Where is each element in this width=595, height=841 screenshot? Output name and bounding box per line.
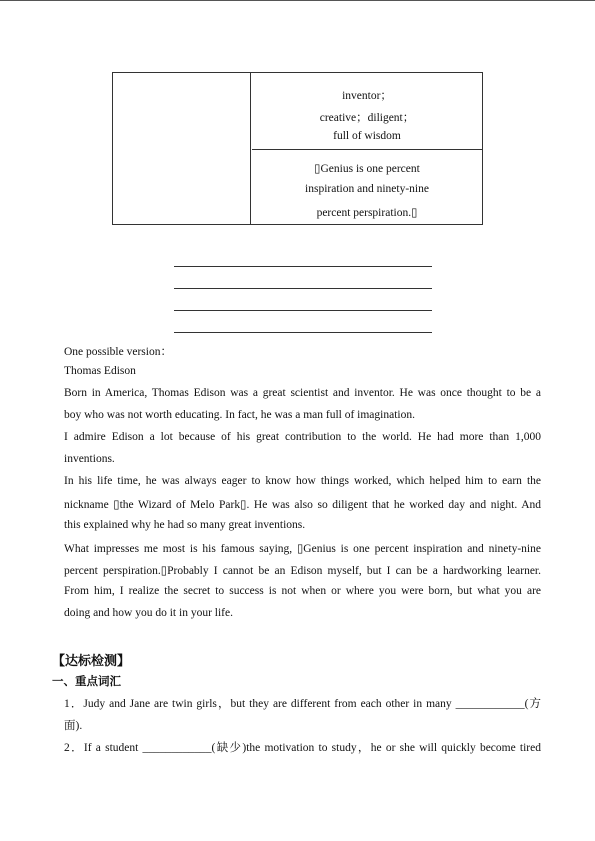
quote-line: ▯Genius is one percent bbox=[314, 163, 420, 175]
essay-line: nickname ▯the Wizard of Melo Park▯. He was also so diligent that he worked day and night. And bbox=[64, 499, 541, 511]
answer-blank-line[interactable] bbox=[174, 266, 432, 267]
quote-line: percent perspiration.▯ bbox=[316, 207, 418, 219]
essay-line: From him, I realize the secret to success is not when or where you were born, but what you are bbox=[64, 585, 541, 597]
answer-blank-line[interactable] bbox=[174, 332, 432, 333]
question-line: 面). bbox=[64, 720, 83, 732]
essay-line: percent perspiration.▯Probably I cannot be an Edison myself, but I can be a hardworking learner. bbox=[64, 565, 541, 577]
summary-table bbox=[112, 72, 483, 225]
essay-line: In his life time, he was always eager to know how things worked, which helped him to earn the bbox=[64, 475, 541, 487]
essay-line: this explained why he had so many great inventions. bbox=[64, 519, 306, 531]
essay-line: doing and how you do it in your life. bbox=[64, 607, 233, 619]
answer-blank-line[interactable] bbox=[174, 310, 432, 311]
page-top-border bbox=[0, 0, 595, 1]
section-heading: 【达标检测】 bbox=[52, 654, 131, 669]
trait-line: creative；diligent； bbox=[319, 112, 415, 124]
quote-line: inspiration and ninety-nine bbox=[305, 183, 429, 195]
question-line: 2．If a student ____________(缺少)the motivation to study，he or she will quickly become tired bbox=[64, 742, 541, 754]
essay-line: boy who was not worth educating. In fact, he was a man full of imagination. bbox=[64, 409, 415, 421]
essay-line: inventions. bbox=[64, 453, 115, 465]
trait-line: inventor； bbox=[342, 90, 392, 102]
question-line: 1．Judy and Jane are twin girls，but they are different from each other in many ____________(方 bbox=[64, 698, 541, 710]
essay-line: What impresses me most is his famous saying, ▯Genius is one percent inspiration and ninety-nine bbox=[64, 543, 541, 555]
essay-line: I admire Edison a lot because of his great contribution to the world. He had more than 1,000 bbox=[64, 431, 541, 443]
table-left-cell bbox=[113, 73, 251, 224]
essay-line: Born in America, Thomas Edison was a great scientist and inventor. He was once thought to be a bbox=[64, 387, 541, 399]
essay-title: Thomas Edison bbox=[64, 365, 136, 377]
trait-line: full of wisdom bbox=[333, 130, 401, 142]
table-cell-quote bbox=[252, 150, 482, 225]
essay-intro-label: One possible version： bbox=[64, 346, 172, 358]
section-subheading: 一、重点词汇 bbox=[52, 674, 121, 688]
table-cell-traits bbox=[252, 73, 482, 150]
answer-blank-line[interactable] bbox=[174, 288, 432, 289]
